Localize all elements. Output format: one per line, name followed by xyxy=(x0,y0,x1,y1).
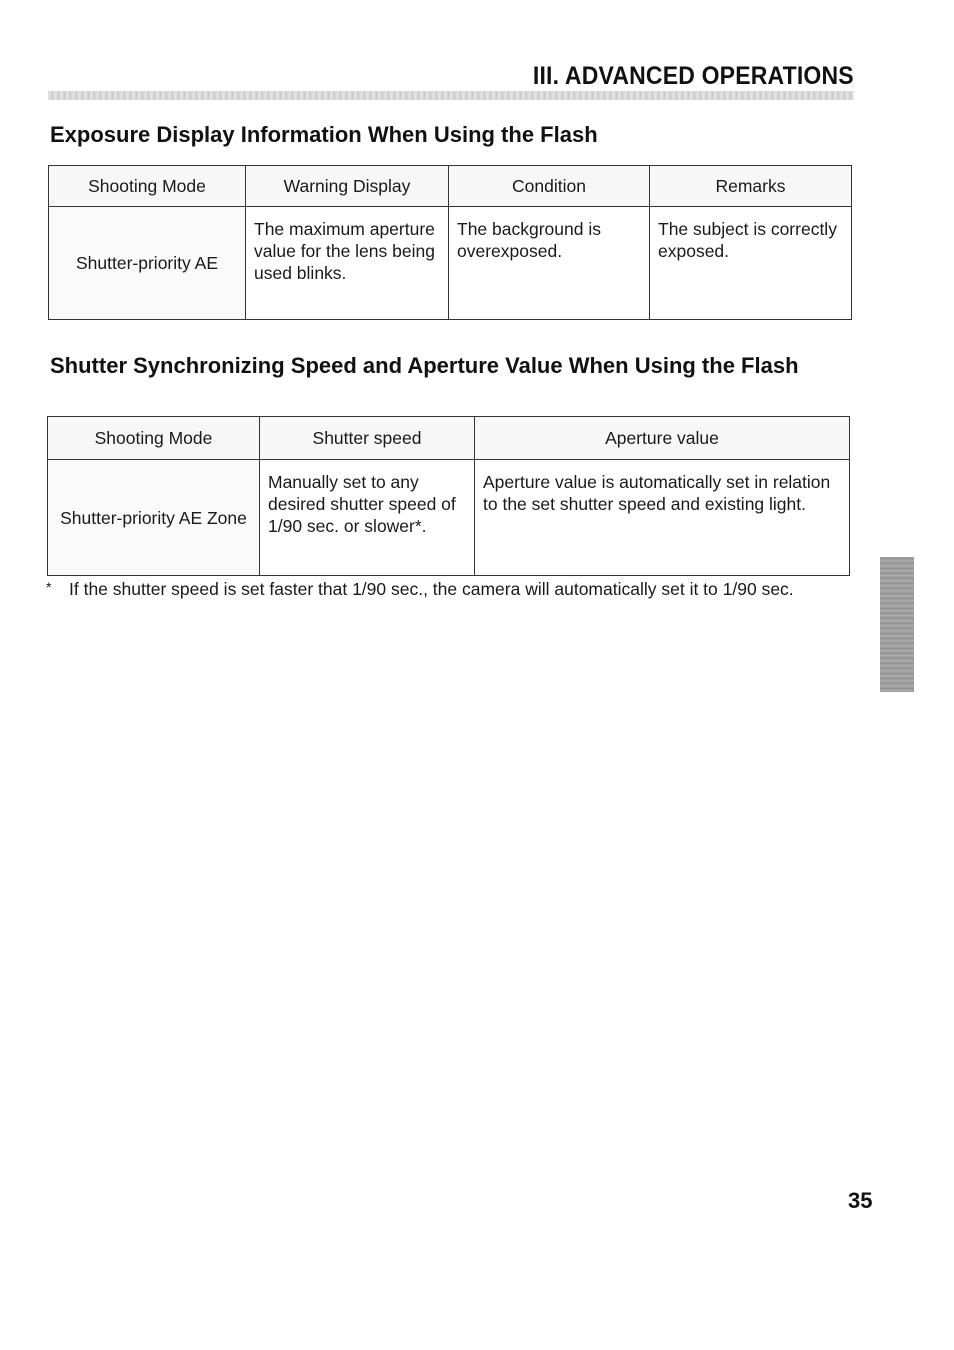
table-cell-shooting-mode: Shutter-priority AE xyxy=(49,207,246,320)
table-cell-condition: The background is overexposed. xyxy=(449,207,650,320)
footnote-text: If the shutter speed is set faster that 1/90 sec., the camera will automatically set it to 1/90 sec. xyxy=(69,579,794,599)
chapter-rule xyxy=(48,91,854,100)
chapter-title: III. ADVANCED OPERATIONS xyxy=(533,62,854,90)
table-header-cell: Shooting Mode xyxy=(49,166,246,207)
table-cell-aperture-value: Aperture value is automatically set in relation to the set shutter speed and existing light. xyxy=(475,460,850,576)
table-cell-shutter-speed: Manually set to any desired shutter speed of 1/90 sec. or slower*. xyxy=(260,460,475,576)
exposure-display-table xyxy=(48,165,852,320)
shutter-sync-table xyxy=(47,416,850,576)
table-header-cell: Warning Display xyxy=(246,166,449,207)
table-header-row xyxy=(48,417,850,460)
table-row xyxy=(49,207,852,320)
table-cell-warning-display: The maximum aperture value for the lens being used blinks. xyxy=(246,207,449,320)
table-header-cell: Shutter speed xyxy=(260,417,475,460)
chapter-side-tab xyxy=(880,557,914,692)
table-header-cell: Shooting Mode xyxy=(48,417,260,460)
table-header-row xyxy=(49,166,852,207)
footnote xyxy=(46,579,850,600)
table-cell-shooting-mode: Shutter-priority AE Zone xyxy=(48,460,260,576)
section-title-exposure-display: Exposure Display Information When Using the Flash xyxy=(50,122,598,147)
table-cell-remarks: The subject is correctly exposed. xyxy=(650,207,852,320)
section-title-shutter-sync: Shutter Synchronizing Speed and Aperture Value When Using the Flash xyxy=(50,353,799,378)
page-number: 35 xyxy=(848,1188,873,1213)
footnote-mark: * xyxy=(46,579,52,595)
table-header-cell: Condition xyxy=(449,166,650,207)
table-row xyxy=(48,460,850,576)
table-header-cell: Aperture value xyxy=(475,417,850,460)
table-header-cell: Remarks xyxy=(650,166,852,207)
